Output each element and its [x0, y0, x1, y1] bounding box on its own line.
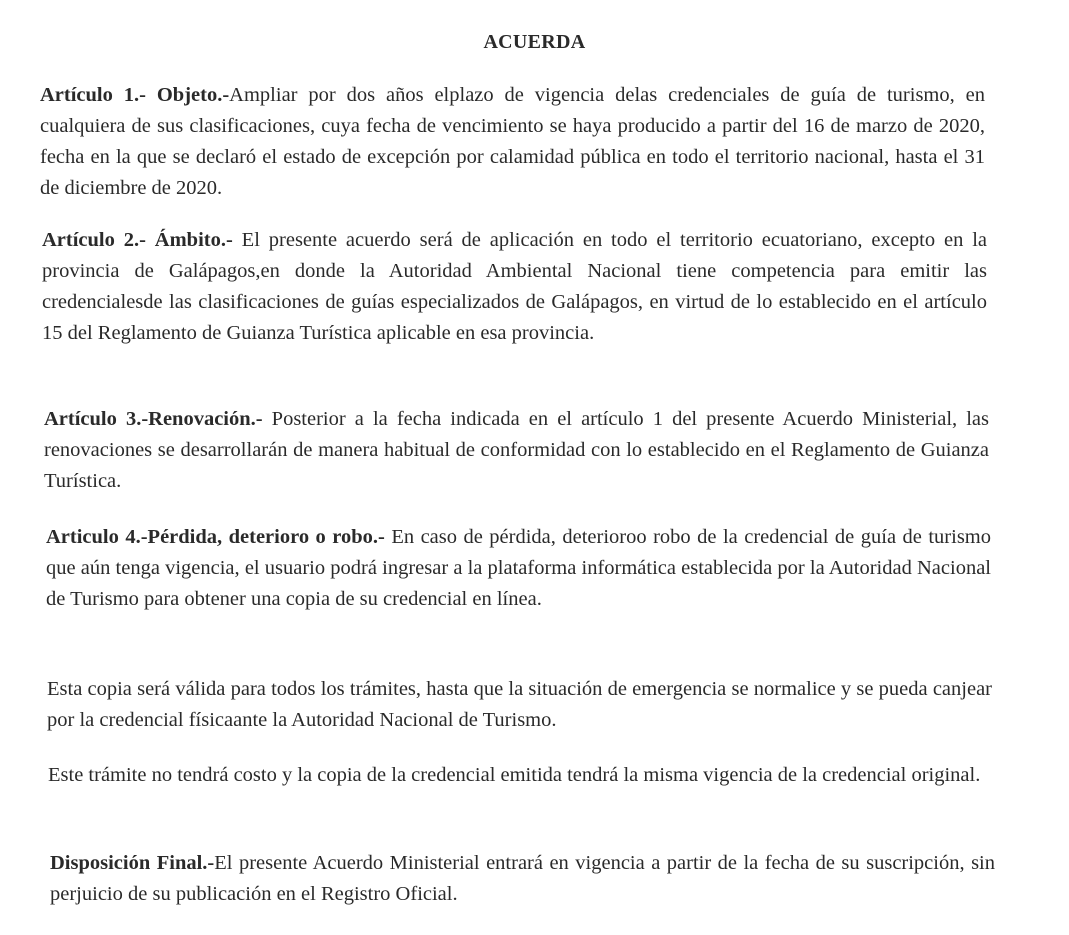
article-4-text: En caso de pérdida, deterioroo robo de la credencial de guía de turismo que aún tenga vigencia, el usuario podrá ingresar a la plataforma informática establecida por la Autoridad Nacional de Turismo para obtener una copia de su credencial en línea.: [46, 526, 991, 610]
article-1: [40, 80, 985, 204]
final-provision-text: El presente Acuerdo Ministerial entrará en vigencia a partir de la fecha de su suscripción, sin perjuicio de su publicación en el Registro Oficial.: [50, 852, 996, 905]
article-4: [46, 522, 991, 615]
paragraph-copy-validity: Esta copia será válida para todos los trámites, hasta que la situación de emergencia se normalice y se pueda canjear por la credencial físicaante la Autoridad Nacional de Turismo.: [47, 678, 992, 731]
document-heading: ACUERDA: [483, 31, 586, 53]
final-provision: [50, 848, 995, 910]
article-3-text: Posterior a la fecha indicada en el artículo 1 del presente Acuerdo Ministerial, las renovaciones se desarrollarán de manera habitual de conformidad con lo establecido en el Reglamento de Guianza Turística.: [44, 408, 990, 492]
article-1-title: Artículo 1.- Objeto.-: [40, 84, 230, 106]
article-3-title: Artículo 3.-Renovación.-: [44, 408, 263, 430]
article-2-text: El presente acuerdo será de aplicación en todo el territorio ecuatoriano, excepto en la provincia de Galápagos,en donde la Autoridad Ambiental Nacional tiene competencia para emitir las credencialesde las clasificaciones de guías especializados de Galápagos, en virtud de lo establecido en el artículo 15 del Reglamento de Guianza Turística aplicable en esa provincia.: [42, 229, 987, 344]
article-1-text: Ampliar por dos años elplazo de vigencia delas credenciales de guía de turismo, en cualquiera de sus clasificaciones, cuya fecha de vencimiento se haya producido a partir del 16 de marzo de 2020, fecha en la que se declaró el estado de excepción por calamidad pública en todo el territorio nacional, hasta el 31 de diciembre de 2020.: [40, 84, 985, 199]
paragraph-cost: Este trámite no tendrá costo y la copia de la credencial emitida tendrá la misma vigencia de la credencial original.: [48, 764, 981, 786]
final-provision-title: Disposición Final.-: [50, 852, 215, 874]
article-3: [44, 404, 989, 497]
article-2: [42, 225, 987, 349]
article-2-title: Artículo 2.- Ámbito.-: [42, 229, 233, 251]
article-4-title: Articulo 4.-Pérdida, deterioro o robo.-: [46, 526, 385, 548]
